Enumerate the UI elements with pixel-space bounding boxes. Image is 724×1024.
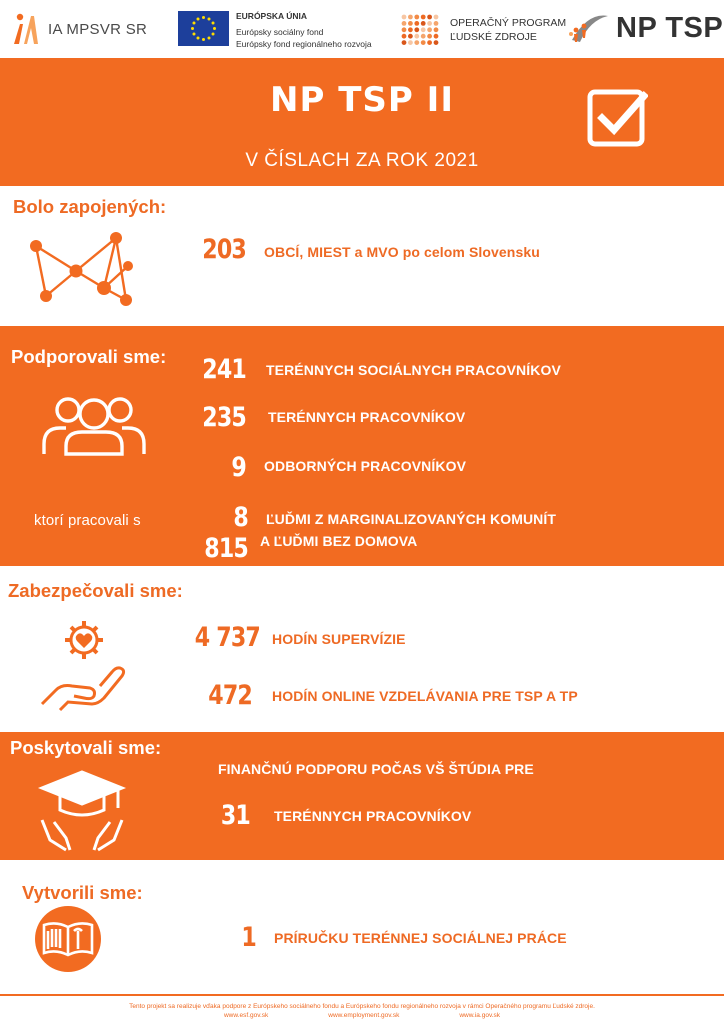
- eu-star: [192, 22, 195, 25]
- value-komunity: 8 815: [204, 502, 248, 564]
- oplz-dot: [408, 34, 413, 39]
- eu-star: [202, 16, 205, 19]
- footer: [0, 1002, 724, 1020]
- oplz-text: [450, 16, 566, 44]
- oplz-dot: [408, 27, 413, 32]
- label-tp: TERÉNNYCH PRACOVNÍKOV: [268, 409, 466, 425]
- label-komunity-line-1: ĽUĎMI Z MARGINALIZOVANÝCH KOMUNÍT: [266, 511, 557, 527]
- oplz-dot: [402, 40, 407, 45]
- eu-star: [208, 17, 211, 20]
- oplz-dot: [427, 34, 432, 39]
- label-zapojenych: OBCÍ, MIEST a MVO po celom Slovensku: [264, 244, 540, 260]
- eu-star: [192, 33, 195, 36]
- eu-text: [236, 10, 372, 50]
- value-op: 9: [231, 452, 246, 483]
- value-supervizie: 4 737: [194, 622, 260, 653]
- oplz-dot: [427, 15, 432, 20]
- value-zapojenych: 203: [202, 234, 246, 265]
- oplz-dot: [427, 21, 432, 26]
- label-poskytovali: TERÉNNYCH PRACOVNÍKOV: [274, 808, 472, 824]
- value-vytvorili: 1: [241, 922, 256, 953]
- oplz-dot: [421, 34, 426, 39]
- eu-star: [208, 37, 211, 40]
- oplz-dot: [414, 34, 419, 39]
- oplz-dots-icon: [400, 13, 440, 47]
- oplz-dot: [408, 15, 413, 20]
- oplz-dot: [421, 40, 426, 45]
- oplz-dot: [402, 21, 407, 26]
- footer-divider: [0, 994, 724, 996]
- eu-star: [197, 17, 200, 20]
- ia-figure-icon: [10, 12, 40, 46]
- oplz-dot: [414, 27, 419, 32]
- value-tp: 235: [202, 402, 246, 433]
- oplz-line-1: OPERAČNÝ PROGRAM: [450, 17, 567, 29]
- oplz-dot: [421, 21, 426, 26]
- oplz-dot: [402, 15, 407, 20]
- eu-star: [197, 37, 200, 40]
- eu-flag-icon: [178, 11, 229, 46]
- eu-title: EURÓPSKA ÚNIA: [236, 11, 307, 21]
- section-heading-podporovali: Podporovali sme:: [11, 346, 167, 367]
- section-heading-vytvorili: Vytvorili sme:: [22, 882, 143, 903]
- label-op: ODBORNÝCH PRACOVNÍKOV: [264, 458, 467, 474]
- eu-star: [213, 27, 216, 30]
- footer-link-ia[interactable]: www.ia.gov.sk: [459, 1012, 501, 1019]
- label-tsp: TERÉNNYCH SOCIÁLNYCH PRACOVNÍKOV: [266, 362, 561, 378]
- footer-link-employment[interactable]: www.employment.gov.sk: [328, 1012, 400, 1019]
- oplz-dot: [434, 15, 439, 20]
- oplz-dot: [427, 27, 432, 32]
- value-vzdelavanie: 472: [208, 680, 252, 711]
- eu-star: [212, 22, 215, 25]
- intro-poskytovali: FINANČNÚ PODPORU POČAS VŠ ŠTÚDIA PRE: [218, 761, 534, 777]
- ia-logo-text: IA MPSVR SR: [48, 20, 148, 38]
- graduation-cap-hands-icon: [36, 766, 128, 854]
- np-tsp-figures-icon: [568, 10, 612, 46]
- oplz-dot: [408, 21, 413, 26]
- eu-star: [202, 38, 205, 41]
- np-tsp-logo: [568, 10, 723, 46]
- np-tsp-logo-text: NP TSP: [616, 11, 724, 44]
- oplz-dot: [434, 21, 439, 26]
- eu-line-1: Európsky sociálny fond: [236, 27, 324, 37]
- footer-text: Tento projekt sa realizuje vďaka podpore z Európskeho sociálneho fondu a Európskeho fondu regionálneho rozvoja v rámci Operačného programu Ľudské zdroje.: [129, 1003, 595, 1010]
- oplz-dot: [434, 27, 439, 32]
- section-heading-zabezpecovali: Zabezpečovali sme:: [8, 580, 183, 601]
- footer-link-esf[interactable]: www.esf.gov.sk: [223, 1012, 269, 1019]
- hand-heart-gear-icon: [38, 618, 130, 714]
- oplz-dot: [414, 40, 419, 45]
- oplz-dot: [421, 15, 426, 20]
- oplz-dot: [402, 34, 407, 39]
- eu-star: [191, 27, 194, 30]
- eu-star: [212, 33, 215, 36]
- oplz-dot: [421, 27, 426, 32]
- eu-line-2: Európsky fond regionálneho rozvoja: [236, 39, 372, 49]
- value-tsp: 241: [202, 354, 246, 385]
- label-vytvorili: PRÍRUČKU TERÉNNEJ SOCIÁLNEJ PRÁCE: [274, 930, 567, 946]
- oplz-dot: [402, 27, 407, 32]
- section-heading-poskytovali: Poskytovali sme:: [10, 737, 162, 758]
- oplz-dot: [414, 21, 419, 26]
- label-vzdelavanie: HODÍN ONLINE VZDELÁVANIA PRE TSP A TP: [272, 688, 578, 704]
- group-people-icon: [40, 392, 148, 458]
- oplz-line-2: ĽUDSKÉ ZDROJE: [450, 31, 537, 43]
- book-tools-icon: [34, 905, 102, 973]
- oplz-dot: [408, 40, 413, 45]
- label-supervizie: HODÍN SUPERVÍZIE: [272, 631, 406, 647]
- oplz-dot: [434, 34, 439, 39]
- label-komunity-line-2: A ĽUĎMI BEZ DOMOVA: [260, 533, 418, 549]
- page-subtitle: V ČÍSLACH ZA ROK 2021: [245, 150, 479, 171]
- page-title: NP TSP II: [270, 80, 454, 120]
- oplz-dot: [427, 40, 432, 45]
- ia-mpsvr-logo: [10, 12, 147, 46]
- oplz-dot: [434, 40, 439, 45]
- checkbox-check-icon: [586, 86, 648, 148]
- network-icon: [28, 226, 140, 308]
- oplz-dot: [414, 15, 419, 20]
- worked-with-prefix: ktorí pracovali s: [34, 512, 141, 529]
- value-poskytovali: 31: [220, 800, 250, 831]
- section-heading-zapojenych: Bolo zapojených:: [13, 196, 167, 217]
